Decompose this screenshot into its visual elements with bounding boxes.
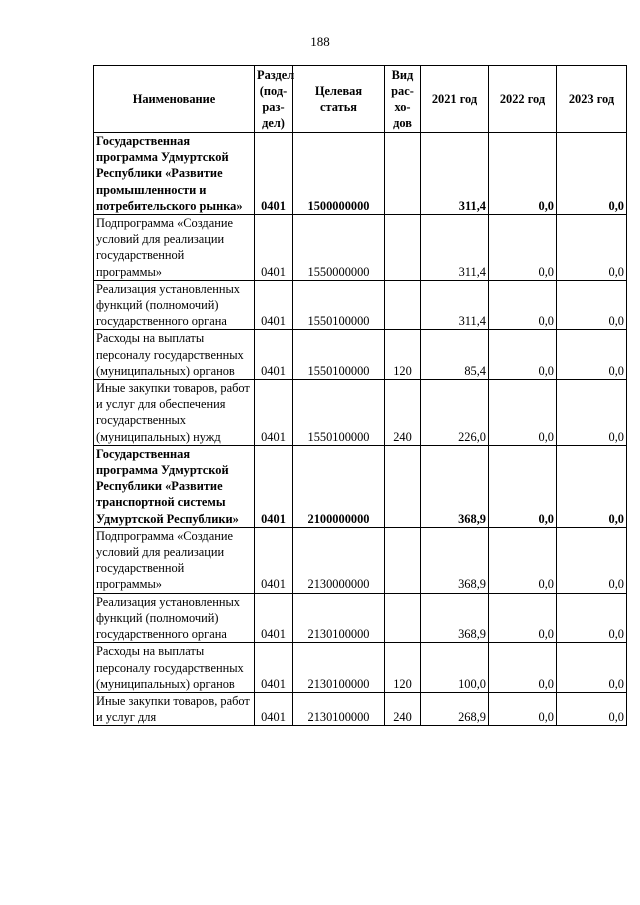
row-name: Расходы на выплаты персоналу государственных (муниципальных) органов <box>94 643 255 693</box>
row-section: 0401 <box>255 643 293 693</box>
row-2021: 368,9 <box>421 527 489 593</box>
row-expense-type: 120 <box>385 643 421 693</box>
row-2021: 85,4 <box>421 330 489 380</box>
row-2023: 0,0 <box>557 593 627 643</box>
table-row <box>94 527 627 593</box>
row-2023: 0,0 <box>557 330 627 380</box>
row-expense-type <box>385 215 421 281</box>
table-row <box>94 380 627 446</box>
row-2023: 0,0 <box>557 643 627 693</box>
row-target: 1550100000 <box>293 330 385 380</box>
row-name: Подпрограмма «Создание условий для реализации государственной программы» <box>94 527 255 593</box>
row-section: 0401 <box>255 445 293 527</box>
row-2021: 268,9 <box>421 692 489 725</box>
header-target: Целевая статья <box>293 66 385 133</box>
row-target: 2130100000 <box>293 692 385 725</box>
row-name: Подпрограмма «Создание условий для реализации государственной программы» <box>94 215 255 281</box>
row-expense-type <box>385 280 421 330</box>
row-name: Реализация установленных функций (полномочий) государственного органа <box>94 280 255 330</box>
row-2021: 311,4 <box>421 280 489 330</box>
row-2023: 0,0 <box>557 527 627 593</box>
table-row <box>94 445 627 527</box>
row-2021: 311,4 <box>421 215 489 281</box>
row-name: Государственная программа Удмуртской Республики «Развитие транспортной системы Удмуртской Республики» <box>94 445 255 527</box>
row-section: 0401 <box>255 527 293 593</box>
header-expense-type: Вид рас-хо-дов <box>385 66 421 133</box>
budget-table <box>93 65 627 726</box>
row-expense-type <box>385 593 421 643</box>
header-name: Наименование <box>94 66 255 133</box>
table-row <box>94 133 627 215</box>
row-target: 2100000000 <box>293 445 385 527</box>
table-row <box>94 593 627 643</box>
row-section: 0401 <box>255 280 293 330</box>
row-2023: 0,0 <box>557 133 627 215</box>
row-target: 1500000000 <box>293 133 385 215</box>
row-2022: 0,0 <box>489 215 557 281</box>
row-target: 2130000000 <box>293 527 385 593</box>
row-2022: 0,0 <box>489 280 557 330</box>
table-row <box>94 280 627 330</box>
row-2022: 0,0 <box>489 133 557 215</box>
row-2022: 0,0 <box>489 445 557 527</box>
table-row <box>94 215 627 281</box>
header-2022: 2022 год <box>489 66 557 133</box>
row-2022: 0,0 <box>489 593 557 643</box>
row-2021: 226,0 <box>421 380 489 446</box>
header-2021: 2021 год <box>421 66 489 133</box>
header-2023: 2023 год <box>557 66 627 133</box>
row-2023: 0,0 <box>557 215 627 281</box>
row-expense-type: 240 <box>385 692 421 725</box>
row-2022: 0,0 <box>489 527 557 593</box>
row-section: 0401 <box>255 692 293 725</box>
row-expense-type: 240 <box>385 380 421 446</box>
row-target: 2130100000 <box>293 643 385 693</box>
row-name: Расходы на выплаты персоналу государственных (муниципальных) органов <box>94 330 255 380</box>
row-target: 2130100000 <box>293 593 385 643</box>
row-2021: 100,0 <box>421 643 489 693</box>
row-expense-type <box>385 527 421 593</box>
row-expense-type <box>385 133 421 215</box>
row-2023: 0,0 <box>557 280 627 330</box>
row-expense-type <box>385 445 421 527</box>
row-target: 1550100000 <box>293 280 385 330</box>
row-section: 0401 <box>255 593 293 643</box>
row-2022: 0,0 <box>489 330 557 380</box>
table-row <box>94 692 627 725</box>
row-2023: 0,0 <box>557 445 627 527</box>
table-row <box>94 330 627 380</box>
table-row <box>94 643 627 693</box>
row-2023: 0,0 <box>557 380 627 446</box>
row-section: 0401 <box>255 215 293 281</box>
row-name: Иные закупки товаров, работ и услуг для <box>94 692 255 725</box>
row-target: 1550100000 <box>293 380 385 446</box>
row-2022: 0,0 <box>489 692 557 725</box>
row-expense-type: 120 <box>385 330 421 380</box>
row-2022: 0,0 <box>489 380 557 446</box>
row-section: 0401 <box>255 330 293 380</box>
row-2021: 368,9 <box>421 445 489 527</box>
row-section: 0401 <box>255 133 293 215</box>
page-number: 188 <box>310 34 330 49</box>
row-name: Иные закупки товаров, работ и услуг для обеспечения государственных (муниципальных) нужд <box>94 380 255 446</box>
table-header-row <box>94 66 627 133</box>
row-target: 1550000000 <box>293 215 385 281</box>
row-2023: 0,0 <box>557 692 627 725</box>
row-2021: 311,4 <box>421 133 489 215</box>
row-section: 0401 <box>255 380 293 446</box>
row-name: Государственная программа Удмуртской Республики «Развитие промышленности и потребительского рынка» <box>94 133 255 215</box>
row-2022: 0,0 <box>489 643 557 693</box>
row-2021: 368,9 <box>421 593 489 643</box>
header-section: Раздел (под-раз-дел) <box>255 66 293 133</box>
row-name: Реализация установленных функций (полномочий) государственного органа <box>94 593 255 643</box>
